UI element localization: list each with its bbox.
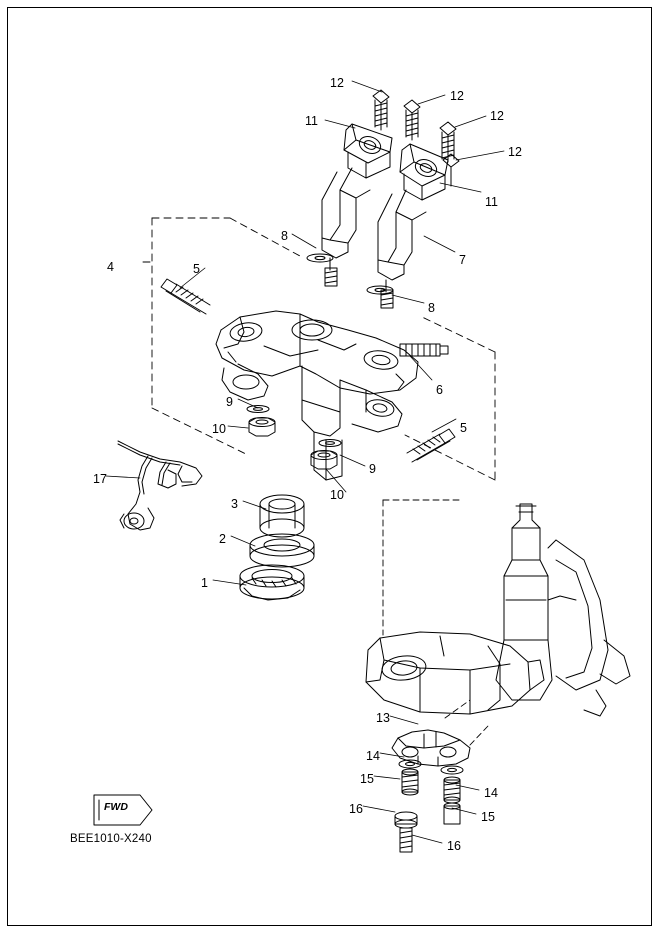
callout-9a: 9 [226, 395, 233, 409]
bolt-5a [161, 279, 210, 314]
callout-13: 13 [376, 711, 390, 725]
callout-9b: 9 [369, 462, 376, 476]
callout-14b: 14 [484, 786, 498, 800]
callout-4: 4 [107, 260, 114, 274]
callout-8b: 8 [428, 301, 435, 315]
callout-5a: 5 [193, 262, 200, 276]
handlebar-holder-left [322, 124, 392, 286]
callout-5b: 5 [460, 421, 467, 435]
collar-15a [402, 769, 418, 795]
callout-12a: 12 [330, 76, 344, 90]
collar-15b [444, 777, 460, 803]
cable-guide-17 [118, 441, 202, 530]
callout-10a: 10 [212, 422, 226, 436]
bolt-6 [400, 344, 448, 356]
upper-bracket [216, 311, 418, 480]
callout-1: 1 [201, 576, 208, 590]
bolt-16a [395, 812, 417, 852]
callout-10b: 10 [330, 488, 344, 502]
handlebar-holder-right [378, 144, 448, 308]
bolt-12a [373, 90, 389, 130]
bolt-12b [404, 100, 420, 140]
dust-seal-3 [260, 495, 304, 537]
callout-14a: 14 [366, 749, 380, 763]
lower-bracket-assembly [366, 504, 630, 716]
callout-16b: 16 [447, 839, 461, 853]
callout-17: 17 [93, 472, 107, 486]
callout-6: 6 [436, 383, 443, 397]
washer-14b [441, 766, 463, 774]
callout-15a: 15 [360, 772, 374, 786]
bearing-race-2 [250, 534, 314, 567]
bolt-16b [444, 803, 460, 824]
fwd-label: FWD [104, 801, 128, 813]
callout-12b: 12 [450, 89, 464, 103]
callout-16a: 16 [349, 802, 363, 816]
callout-12c: 12 [490, 109, 504, 123]
bolt-5b [407, 429, 455, 462]
assembly-group-outline [143, 218, 495, 480]
washer-8a [307, 254, 333, 262]
bearing-1 [240, 565, 304, 600]
washer-9b [319, 440, 341, 447]
callout-8a: 8 [281, 229, 288, 243]
callout-11a: 11 [305, 114, 318, 128]
callout-12d: 12 [508, 145, 522, 159]
callout-2: 2 [219, 532, 226, 546]
callout-11b: 11 [485, 195, 498, 209]
washer-9a [247, 406, 269, 413]
diagram-part-number: BEE1010-X240 [70, 833, 152, 845]
callout-15b: 15 [481, 810, 495, 824]
callout-7: 7 [459, 253, 466, 267]
callout-3: 3 [231, 497, 238, 511]
nut-10b [311, 451, 337, 470]
nut-10a [249, 418, 275, 437]
